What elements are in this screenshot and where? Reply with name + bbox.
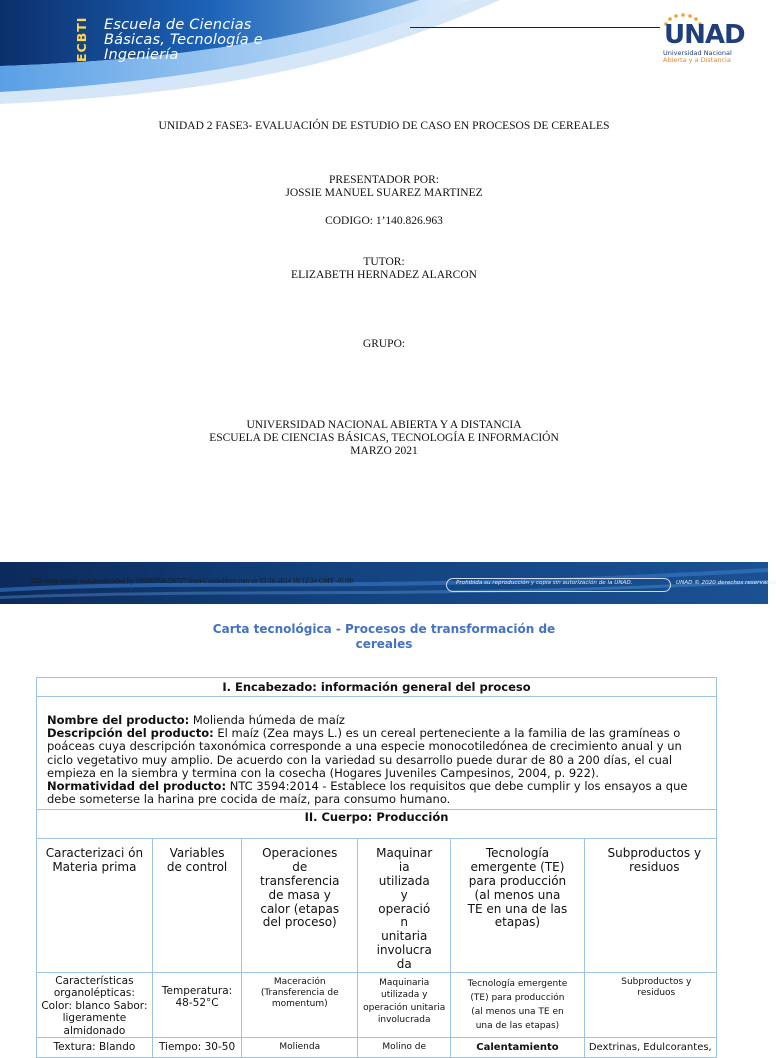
- description-label: Descripción del producto:: [47, 726, 214, 741]
- group-label: GRUPO:: [362, 338, 406, 350]
- tutor-label: TUTOR:: [363, 256, 405, 268]
- carta-table: [36, 677, 717, 1058]
- section-header-1: I. Encabezado: información general del proceso: [37, 678, 717, 697]
- product-value: Molienda húmeda de maíz: [189, 713, 345, 727]
- table-row: [37, 972, 717, 1038]
- student-code: CODIGO: 1’140.826.963: [325, 215, 443, 227]
- school-line: Escuela de Ciencias: [104, 17, 252, 33]
- table-cell: Maceración (Transferencia de momentum): [242, 972, 358, 1038]
- table-row: [37, 1038, 717, 1058]
- tutor-name: ELIZABETH HERNADEZ ALARCON: [291, 269, 477, 281]
- presenter-name: JOSSIE MANUEL SUAREZ MARTINEZ: [285, 187, 483, 199]
- table-cell: Calentamiento: [451, 1038, 584, 1058]
- table-cell: Molino de: [358, 1038, 451, 1058]
- section-header-2: II. Cuerpo: Producción: [37, 810, 717, 839]
- school-line: Ingeniería: [104, 47, 179, 63]
- school-full-name: ESCUELA DE CIENCIAS BÁSICAS, TECNOLOGÍA E INFORMACIÓN: [209, 432, 559, 444]
- column-header: Variables de control: [152, 839, 242, 972]
- carta-page: [0, 604, 768, 1054]
- column-header: Maquinar ia utilizada y operació n unitaria involucra da: [358, 839, 451, 972]
- table-row: [37, 810, 717, 839]
- header-rule: [410, 27, 660, 28]
- university-name: UNIVERSIDAD NACIONAL ABIERTA Y A DISTANCIA: [246, 419, 522, 431]
- table-row: [37, 839, 717, 972]
- document-date: MARZO 2021: [350, 445, 418, 457]
- table-cell: Características organolépticas: Color: blanco Sabor: ligeramente almidonado: [37, 972, 153, 1038]
- normative-value: NTC 3594:2014 - Establece los requisitos que debe cumplir y los ensayos a que debe someterse la harina pre cocida de maíz, para consumo humano.: [47, 779, 688, 807]
- school-line: Básicas, Tecnología e: [104, 32, 263, 48]
- normative-label: Normatividad del producto:: [47, 779, 227, 794]
- unad-logo-sub2: Abierta y a Distancia: [663, 56, 731, 64]
- download-note: This study source was downloaded by 100000768226727 from CourseHero.com on 03-16-2024 19:12:34 GMT -05:00: [30, 578, 354, 585]
- product-label: Nombre del producto:: [47, 713, 190, 727]
- footer-copyright: UNAD © 2020 derechos reservados: [676, 580, 776, 586]
- table-cell: Temperatura: 48-52°C: [152, 972, 242, 1038]
- school-name: [104, 18, 263, 63]
- table-cell: Maquinaria utilizada y operación unitaria involucrada: [358, 972, 451, 1038]
- table-cell: Textura: Blando: [37, 1038, 153, 1058]
- unad-logo-word: UNAD: [664, 20, 745, 50]
- table-cell: Subproductos y residuos: [584, 972, 716, 1038]
- column-header: Operaciones de transferencia de masa y calor (etapas del proceso): [242, 839, 358, 972]
- presenter-label: PRESENTADOR POR:: [329, 174, 439, 186]
- table-row: [37, 697, 717, 810]
- ecbti-label: ECBTI: [74, 16, 89, 62]
- table-row: [37, 678, 717, 697]
- carta-title: Carta tecnológica - Procesos de transformación de cereales: [212, 622, 556, 651]
- column-header: Subproductos y residuos: [584, 839, 716, 972]
- column-header: Caracterizaci ón Materia prima: [37, 839, 153, 972]
- table-cell: Dextrinas, Edulcorantes,: [584, 1038, 716, 1058]
- footer-pill-text: Prohibida su reproducción y copia sin autorización de la UNAD.: [456, 580, 633, 586]
- document-title: UNIDAD 2 FASE3- EVALUACIÓN DE ESTUDIO DE CASO EN PROCESOS DE CEREALES: [158, 120, 610, 132]
- column-header: Tecnología emergente (TE) para producción (al menos una TE en una de las etapas): [451, 839, 584, 972]
- table-cell: Molienda: [242, 1038, 358, 1058]
- product-info-cell: [37, 697, 717, 810]
- unad-logo-sub1: Universidad Nacional: [663, 49, 732, 57]
- description-value: El maíz (Zea mays L.) es un cereal perteneciente a la familia de las gramíneas o poáceas cuya descripción taxonómica corresponde a una especie monocotiledónea de crecimiento anual y un ciclo vegetativo muy amplio. De acuerdo con la variedad su desarrollo puede durar de 80 a 200 días, el cual empieza en la siembra y termina con la cosecha (Hogares Juveniles Campesinos, 2004, p. 922).: [47, 726, 682, 780]
- table-cell: Tecnología emergente (TE) para producción (al menos una TE en una de las etapas): [451, 972, 584, 1038]
- table-cell: Tiempo: 30-50: [152, 1038, 242, 1058]
